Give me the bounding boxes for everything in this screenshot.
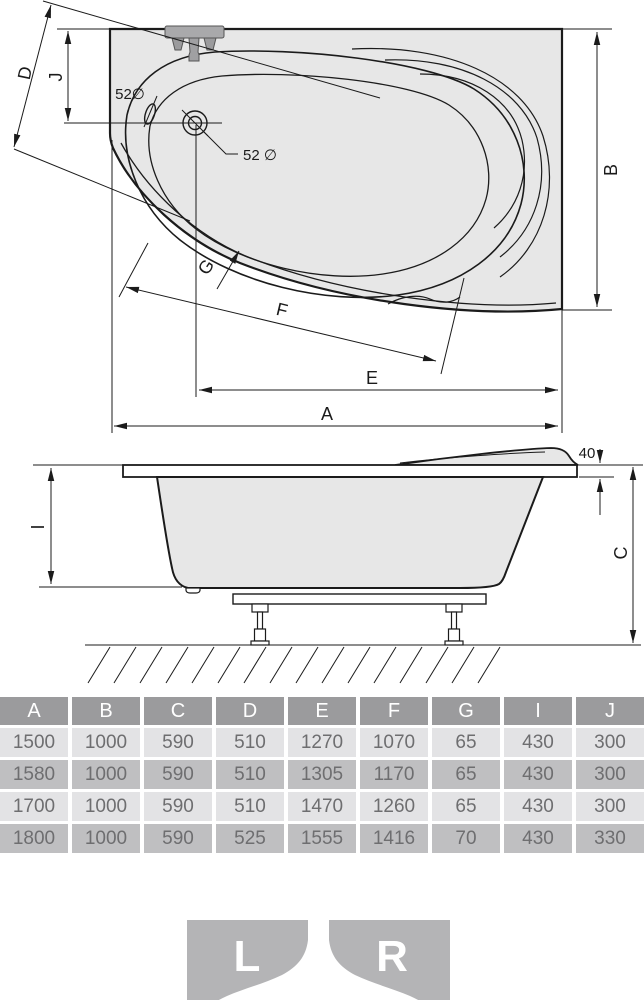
label-C: C xyxy=(611,546,631,560)
value-cell: 1000 xyxy=(72,824,140,853)
label-E: E xyxy=(365,368,379,388)
value-cell: 1800 xyxy=(0,824,68,853)
value-cell: 1500 xyxy=(0,728,68,757)
value-cell: 510 xyxy=(216,728,284,757)
orientation-icons xyxy=(187,920,450,1000)
value-cell: 1000 xyxy=(72,728,140,757)
header-cell: C xyxy=(144,697,212,725)
leg-left xyxy=(251,604,269,645)
value-cell: 65 xyxy=(432,728,500,757)
value-cell: 1270 xyxy=(288,728,356,757)
value-cell: 300 xyxy=(576,760,644,789)
label-J: J xyxy=(46,72,66,82)
faucet-spout xyxy=(189,38,199,61)
value-cell: 430 xyxy=(504,728,572,757)
label-B: B xyxy=(601,163,621,177)
value-cell: 430 xyxy=(504,824,572,853)
support-frame xyxy=(233,594,486,604)
drain-note: 52 ∅ xyxy=(243,147,277,164)
value-cell: 1555 xyxy=(288,824,356,853)
label-G: G xyxy=(193,255,219,279)
value-cell: 1580 xyxy=(0,760,68,789)
value-cell: 300 xyxy=(576,728,644,757)
value-cell: 1260 xyxy=(360,792,428,821)
value-cell: 70 xyxy=(432,824,500,853)
value-cell: 590 xyxy=(144,760,212,789)
value-cell: 525 xyxy=(216,824,284,853)
value-cell: 430 xyxy=(504,760,572,789)
value-cell: 590 xyxy=(144,792,212,821)
value-cell: 330 xyxy=(576,824,644,853)
value-cell: 1700 xyxy=(0,792,68,821)
overflow-note: 52∅ xyxy=(115,86,145,103)
value-cell: 1170 xyxy=(360,760,428,789)
label-I: I xyxy=(28,524,48,530)
side-view xyxy=(28,445,643,683)
header-cell: E xyxy=(288,697,356,725)
value-cell: 65 xyxy=(432,792,500,821)
tub-body xyxy=(157,477,543,588)
ground-hatching xyxy=(88,647,500,683)
faucet-body xyxy=(165,26,224,38)
rim-slab xyxy=(123,465,577,477)
value-cell: 590 xyxy=(144,824,212,853)
value-cell: 510 xyxy=(216,760,284,789)
label-A: A xyxy=(320,404,334,424)
value-cell: 65 xyxy=(432,760,500,789)
right-version-label: R xyxy=(376,932,408,981)
label-D: D xyxy=(13,64,37,82)
value-cell: 510 xyxy=(216,792,284,821)
header-cell: I xyxy=(504,697,572,725)
header-cell: J xyxy=(576,697,644,725)
top-view xyxy=(14,1,621,433)
ground xyxy=(85,645,641,683)
headrest-hump xyxy=(395,448,578,465)
leg-right xyxy=(445,604,463,645)
value-cell: 430 xyxy=(504,792,572,821)
header-cell: A xyxy=(0,697,68,725)
value-cell: 300 xyxy=(576,792,644,821)
dimensions-table xyxy=(0,697,644,853)
tub-outline xyxy=(110,29,562,311)
header-cell: B xyxy=(72,697,140,725)
drain-stub xyxy=(186,588,200,593)
header-cell: G xyxy=(432,697,500,725)
value-cell: 1070 xyxy=(360,728,428,757)
value-cell: 1000 xyxy=(72,760,140,789)
label-40: 40 xyxy=(578,445,596,462)
header-cell: F xyxy=(360,697,428,725)
left-version-label: L xyxy=(233,932,261,981)
value-cell: 590 xyxy=(144,728,212,757)
header-cell: D xyxy=(216,697,284,725)
label-F: F xyxy=(274,298,290,322)
value-cell: 1000 xyxy=(72,792,140,821)
value-cell: 1416 xyxy=(360,824,428,853)
value-cell: 1305 xyxy=(288,760,356,789)
value-cell: 1470 xyxy=(288,792,356,821)
